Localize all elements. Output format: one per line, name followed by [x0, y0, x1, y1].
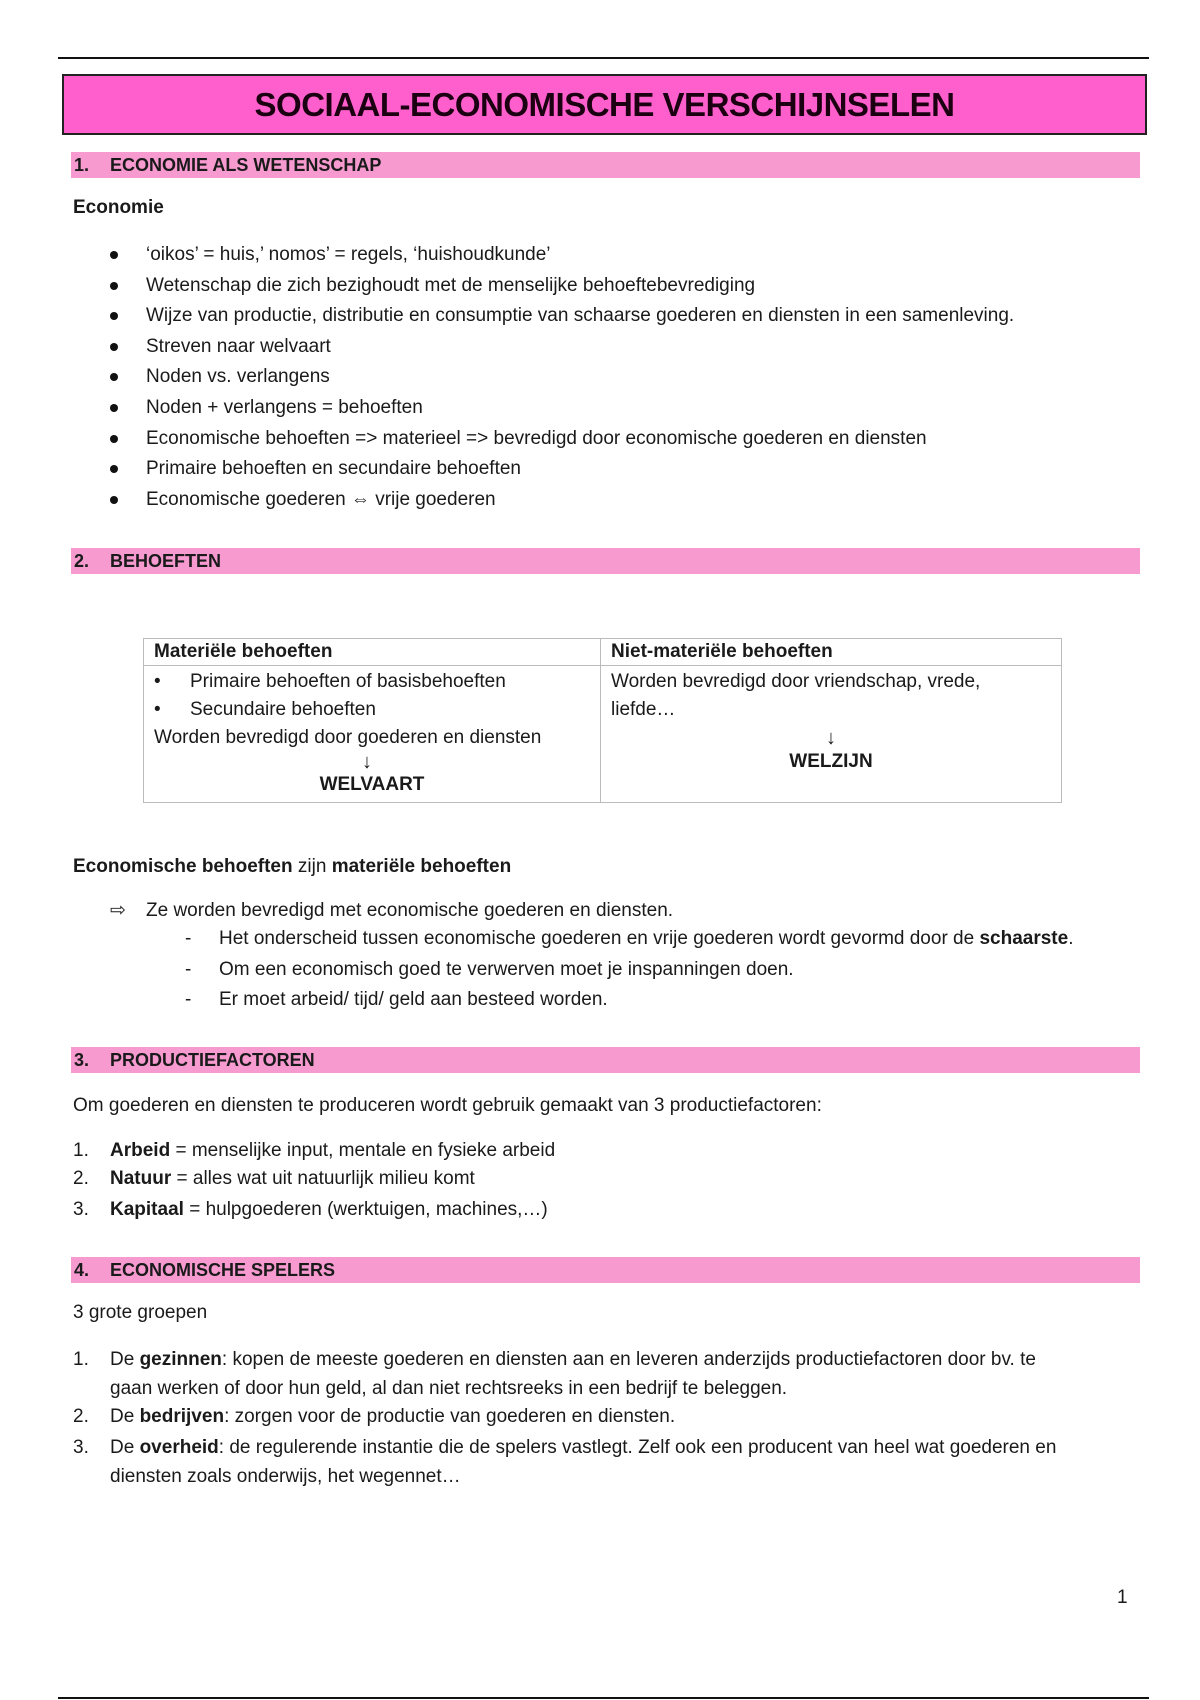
- list-item: [110, 1198, 548, 1222]
- dash-icon: -: [185, 958, 192, 980]
- list-item: [110, 1167, 475, 1191]
- text: : zorgen voor de productie van goederen en diensten.: [224, 1406, 676, 1427]
- list-item: [110, 1405, 675, 1429]
- text: = menselijke input, mentale en fysieke arbeid: [170, 1140, 556, 1161]
- list-item: [110, 1348, 1036, 1372]
- bullet-icon: [110, 282, 118, 290]
- bold-text: overheid: [139, 1437, 219, 1458]
- bottom-rule: [58, 1697, 1149, 1699]
- dash-icon: -: [185, 989, 192, 1010]
- section-title: BEHOEFTEN: [110, 551, 222, 571]
- page-number: 1: [1117, 1587, 1128, 1608]
- spelers-intro: 3 grote groepen: [73, 1302, 208, 1323]
- bullet-icon: [110, 312, 118, 320]
- productiefactoren-intro: Om goederen en diensten te produceren wordt gebruik gemaakt van 3 productiefactoren:: [73, 1095, 822, 1116]
- arrow-down-icon: ↓: [362, 751, 372, 773]
- section-header-2: [71, 548, 1140, 574]
- list-item-continuation: gaan werken of door hun geld, al dan niet rechtsreeks in een bedrijf te beleggen.: [110, 1378, 788, 1399]
- list-number: 1.: [73, 1349, 89, 1370]
- text: Het onderscheid tussen economische goederen en vrije goederen wordt gevormd door de: [219, 928, 980, 949]
- bullet-icon: [110, 435, 118, 443]
- list-item: [110, 1436, 1056, 1460]
- bullet-icon: [110, 251, 118, 259]
- text: De: [110, 1349, 140, 1370]
- bold-text: gezinnen: [139, 1349, 222, 1370]
- bullet-text: Secundaire behoeften: [190, 699, 376, 720]
- bullet-text: Economische behoeften => materieel => bevredigd door economische goederen en diensten: [146, 427, 927, 449]
- col2-text: Worden bevredigd door vriendschap, vrede, liefde…: [611, 671, 981, 720]
- bullet-icon: [110, 343, 118, 351]
- bullet-icon: [110, 373, 118, 381]
- bullet-text: Primaire behoeften en secundaire behoeften: [146, 458, 521, 480]
- bullet-icon: [110, 465, 118, 473]
- list-number: 1.: [73, 1140, 89, 1161]
- dash-item: [219, 988, 608, 1012]
- top-rule: [58, 57, 1149, 59]
- list-item: [110, 1139, 555, 1163]
- text: : kopen de meeste goederen en diensten aan en leveren anderzijds productiefactoren door bv. te: [221, 1349, 1036, 1370]
- bullet-text: Wijze van productie, distributie en consumptie van schaarse goederen en diensten in een samenleving.: [146, 305, 1015, 327]
- section-title: ECONOMIE ALS WETENSCHAP: [110, 155, 382, 175]
- arrow-right-icon: ⇨: [110, 900, 126, 921]
- section-header-3: [71, 1047, 1140, 1073]
- section-title: ECONOMISCHE SPELERS: [110, 1260, 336, 1280]
- welvaart-label: WELVAART: [319, 774, 425, 795]
- bullet-icon: [110, 404, 118, 412]
- section-number: 3.: [74, 1050, 90, 1070]
- bold-text: Natuur: [110, 1168, 172, 1189]
- col1-header: Materiële behoeften: [144, 639, 601, 666]
- dash-icon: -: [185, 928, 192, 949]
- welzijn-label: WELZIJN: [789, 751, 873, 772]
- section-title: PRODUCTIEFACTOREN: [110, 1050, 315, 1070]
- col2-header: Niet-materiële behoeften: [601, 639, 1062, 666]
- dash-item: [219, 958, 794, 982]
- bullet-text: ‘oikos’ = huis,’ nomos’ = regels, ‘huishoudkunde’: [146, 244, 551, 265]
- bold-text: Economische behoeften: [73, 856, 293, 877]
- document-title: SOCIAAL-ECONOMISCHE VERSCHIJNSELEN: [62, 74, 1147, 135]
- list-item-continuation: diensten zoals onderwijs, het wegennet…: [110, 1466, 461, 1487]
- text: : de regulerende instantie die de spelers vastlegt. Zelf ook een producent van heel wat goederen en: [218, 1437, 1057, 1458]
- bold-text: Kapitaal: [110, 1199, 184, 1220]
- section-number: 2.: [74, 551, 90, 571]
- table-bullet: • Secundaire behoeften: [154, 699, 376, 720]
- bullet-icon: [110, 496, 118, 504]
- economic-needs-statement: [73, 855, 511, 879]
- text: .: [1068, 928, 1074, 949]
- text: = hulpgoederen (werktuigen, machines,…): [183, 1199, 548, 1220]
- text: De: [110, 1406, 140, 1427]
- section-number: 4.: [74, 1260, 90, 1280]
- subheading-economie: Economie: [73, 197, 164, 218]
- list-number: 3.: [73, 1437, 89, 1458]
- list-number: 2.: [73, 1406, 89, 1427]
- dash-item: [219, 927, 1073, 951]
- text: Om een economisch goed te verwerven moet je inspanningen doen.: [219, 958, 794, 980]
- needs-table: [143, 638, 1062, 803]
- list-number: 3.: [73, 1199, 89, 1220]
- bold-text: bedrijven: [139, 1406, 225, 1427]
- bullet-text: Economische goederen ⇔ vrije goederen: [146, 488, 496, 510]
- list-number: 2.: [73, 1168, 89, 1189]
- table-bullet: • Primaire behoeften of basisbehoeften: [154, 671, 506, 692]
- bullet-text: Noden + verlangens = behoeften: [146, 397, 423, 418]
- section-number: 1.: [74, 155, 90, 175]
- text: Er moet arbeid/ tijd/ geld aan besteed worden.: [219, 989, 608, 1010]
- col1-text: Worden bevredigd door goederen en diensten: [154, 727, 542, 748]
- bold-text: schaarste: [979, 928, 1069, 949]
- section-header-1: [71, 152, 1140, 178]
- text: = alles wat uit natuurlijk milieu komt: [171, 1168, 475, 1189]
- bold-text: Arbeid: [110, 1140, 171, 1161]
- text: De: [110, 1437, 140, 1458]
- arrow-down-icon: ↓: [826, 727, 836, 749]
- bullet-text: Wetenschap die zich bezighoudt met de menselijke behoeftebevrediging: [146, 274, 756, 296]
- bold-text: materiële behoeften: [331, 856, 512, 877]
- bullet-text: Noden vs. verlangens: [146, 366, 330, 388]
- section-header-4: [71, 1257, 1140, 1283]
- arrow-point-text: Ze worden bevredigd met economische goederen en diensten.: [146, 900, 674, 921]
- text: zijn: [292, 856, 332, 877]
- bullet-text: Primaire behoeften of basisbehoeften: [190, 671, 506, 692]
- bullet-text: Streven naar welvaart: [146, 335, 331, 357]
